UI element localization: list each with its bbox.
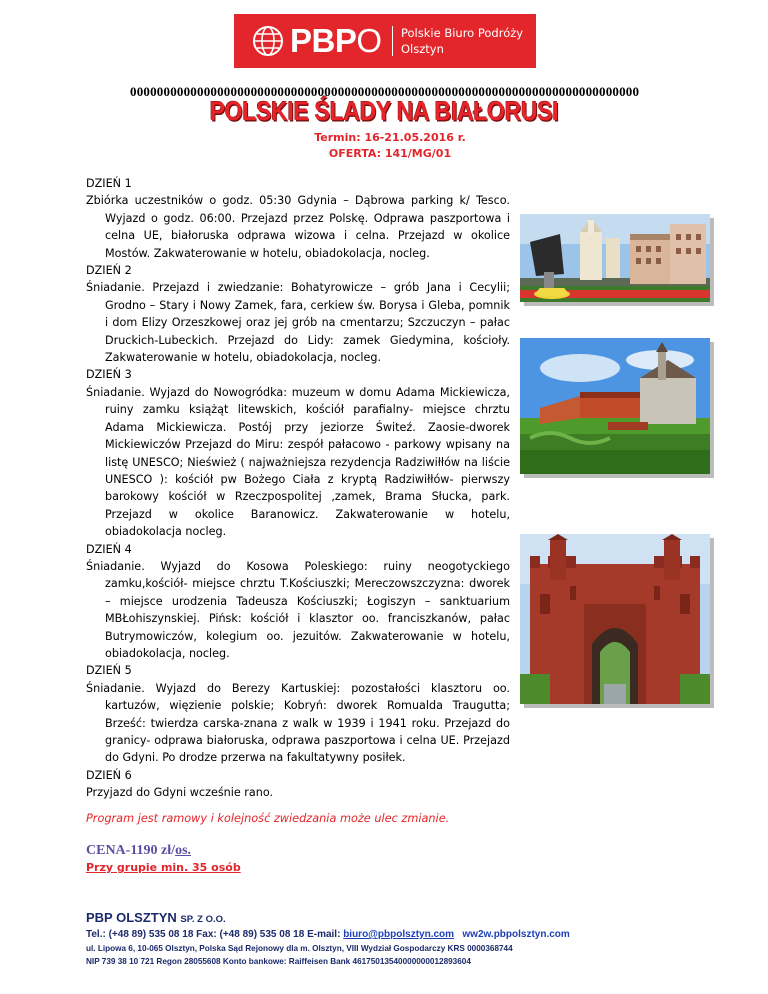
day-5 [86, 662, 510, 766]
day-description: Śniadanie. Wyjazd do Berezy Kartuskiej: pozostałości klasztoru oo. kartuzów, więzienie polskie; Kobryń: dworek Romualda Traugutta; Brześć: twierdza carska-znana z walk w 1939 i 1941 roku. Przejazd do granicy- odprawa białoruska, odprawa paszportowa i celna UE. Przejazd do Gdyni. Po drodze przerwa na fakultatywny posiłek. [86, 681, 510, 765]
day-label: DZIEŃ 1 [86, 177, 132, 190]
separator-zeros: 0000000000000000000000000000000000000000000000000000000000000000000000000000 [130, 84, 640, 99]
day-6 [86, 767, 510, 802]
photo-brest-fortress-gate [520, 534, 710, 704]
company-logo [234, 14, 536, 68]
day-label: DZIEŃ 4 [86, 542, 132, 556]
logo-subtitle: Polskie Biuro Podróży Olsztyn [401, 26, 524, 56]
day-2 [86, 262, 510, 366]
day-label: DZIEŃ 3 [86, 368, 132, 382]
day-description: Zbiórka uczestników o godz. 05:30 Gdynia – Dąbrowa parking k/ Tesco. Wyjazd o godz. 06:00. Przejazd przez Polskę. Odprawa paszportowa i celna UE, białoruska odprawa wizowa i celna. Przejazd w okolice Mostów. Zakwaterowanie w hotelu, obiadokolacja, nocleg. [86, 194, 510, 260]
day-label: DZIEŃ 2 [86, 264, 132, 278]
day-label: DZIEŃ 6 [86, 768, 132, 782]
logo-brand: PBPO [290, 22, 382, 59]
itinerary [86, 175, 510, 802]
logo-divider [392, 26, 393, 56]
program-disclaimer: Program jest ramowy i kolejność zwiedzania może ulec zmianie. [86, 812, 450, 825]
footer-company-name: PBP OLSZTYN SP. Z O.O. [86, 910, 226, 925]
photo-mir-castle [520, 338, 710, 474]
day-3 [86, 366, 510, 540]
email-link[interactable]: biuro@pbpolsztyn.com [343, 929, 455, 940]
website-link[interactable]: ww2w.pbpolsztyn.com [462, 929, 570, 940]
day-4 [86, 541, 510, 663]
day-description: Przyjazd do Gdyni wcześnie rano. [86, 786, 274, 800]
day-description: Śniadanie. Przejazd i zwiedzanie: Bohatyrowicze – grób Jana i Cecylii; Grodno – Stary i Nowy Zamek, fara, cerkiew św. Borysa i Gleba, pomnik i dom Elizy Orzeszkowej oraz jej grób na cmentarzu; Szczuczyn – pałac Druckich-Lubeckich. Przejazd do Lidy: zamek Giedymina, kościoły. Zakwaterowanie w hotelu, obiadokolacja, nocleg. [86, 281, 510, 365]
tour-dates: Termin: 16-21.05.2016 r. [314, 131, 466, 144]
globe-icon [252, 25, 284, 57]
footer-bank: NIP 739 38 10 721 Regon 28055608 Konto bankowe: Raiffeisen Bank 46175013540000000012893604 [86, 957, 471, 966]
min-group-note: Przy grupie min. 35 osób [86, 861, 241, 874]
footer-address: ul. Lipowa 6, 10-065 Olsztyn, Polska Sąd Rejonowy dla m. Olsztyn, VIII Wydział Gospodarczy KRS 0000368744 [86, 944, 513, 953]
day-1 [86, 175, 510, 262]
page-title: POLSKIE ŚLADY NA BIAŁORUSI [209, 95, 559, 126]
footer-contact: Tel.: (+48 89) 535 08 18 Fax: (+48 89) 535 08 18 E-mail: biuro@pbpolsztyn.com ww2w.pbpolsztyn.com [86, 929, 570, 940]
day-label: DZIEŃ 5 [86, 664, 132, 678]
photo-grodno-square [520, 214, 710, 302]
offer-number: OFERTA: 141/MG/01 [328, 147, 452, 160]
day-description: Śniadanie. Wyjazd do Nowogródka: muzeum w domu Adama Mickiewicza, ruiny zamku książąt litewskich, kościół parafialny- miejsce chrztu Adama Mickiewicza. Postój przy jeziorze Świteź. Zaosie-dworek Mickiewiczów Przejazd do Miru: zespół pałacowo - parkowy wpisany na listę UNESCO; Nieśwież ( najważniejsza rezydencja Radziwiłłów na liście UNESCO ): kościół pw Bożego Ciała z kryptą Radziwiłłów- pierwszy barokowy kościół w Rzeczpospolitej ,zamek, Brama Słucka, park. Przejazd w okolice Baranowicz. Zakwaterowanie w hotelu, obiadokolacja nocleg. [86, 385, 510, 539]
day-description: Śniadanie. Wyjazd do Kosowa Poleskiego: ruiny neogotyckiego zamku,kościół- miejsce chrztu T.Kościuszki; Mereczowszczyzna: dworek – miejsce urodzenia Tadeusza Kościuszki; Łogiszyn – sanktuarium MBŁohiszynskiej. Pińsk: kościół i klasztor oo. franciszkanów, pałac Butrymowiczów, kolegium oo. jezuitów. Zakwaterowanie w hotelu, obiadokolacja, nocleg. [86, 559, 510, 660]
price: CENA-1190 zł/os. [86, 843, 192, 858]
